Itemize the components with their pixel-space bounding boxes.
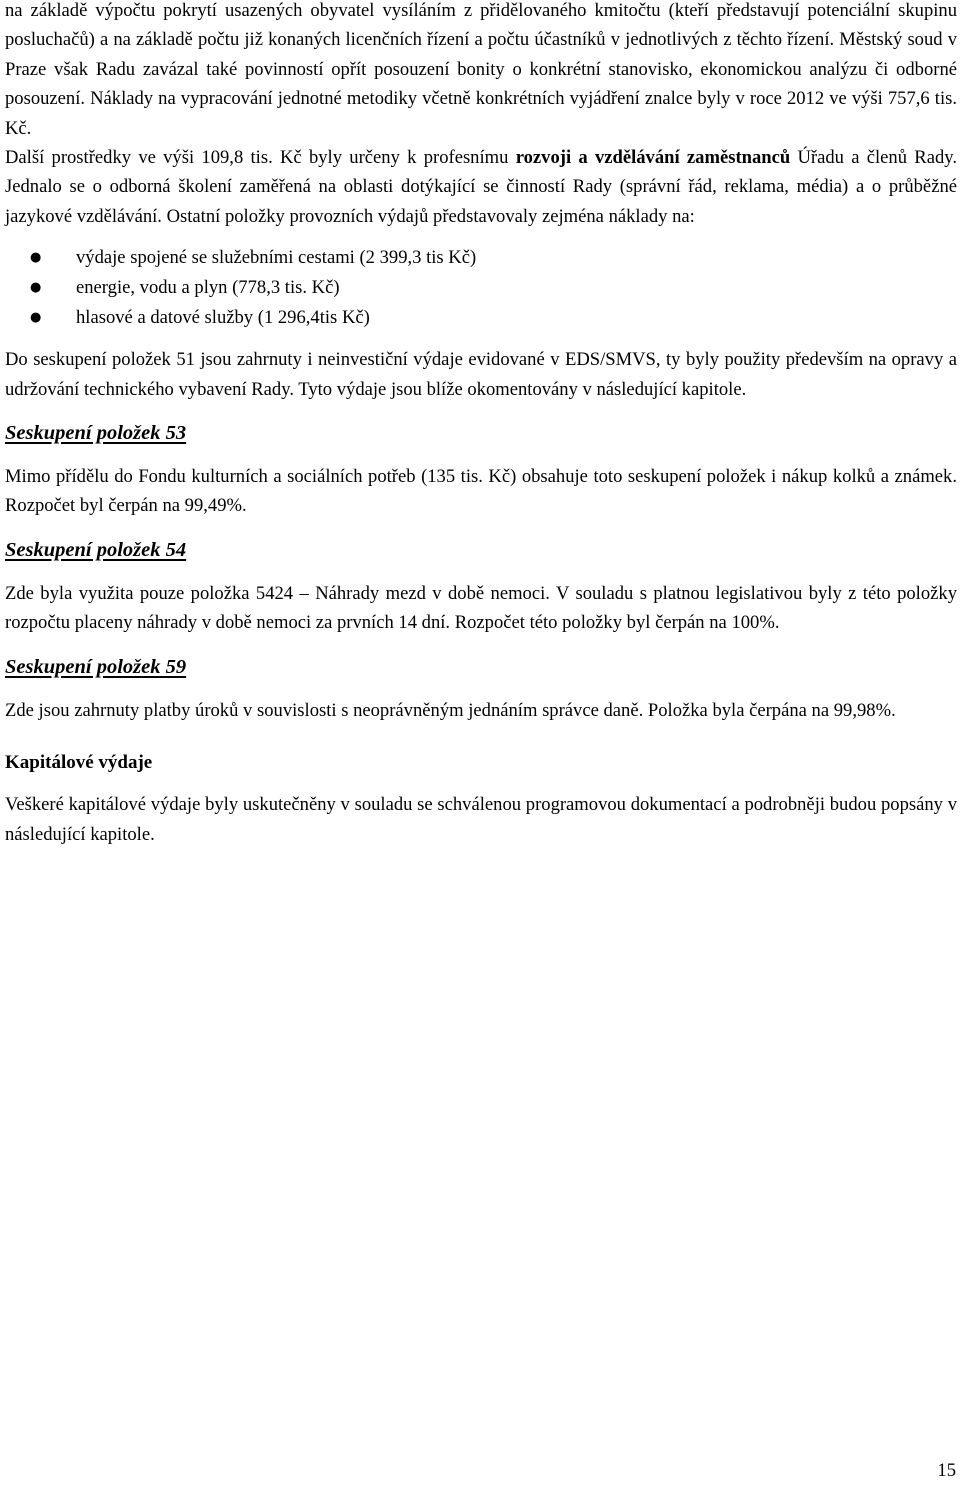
section-heading-59: Seskupení položek 59 <box>5 655 187 678</box>
paragraph-development-text-2: Úřadu a členů Rady. Jednalo se o odborná školení zaměřená na oblasti dotýkající se činností Rady (správní řád, reklama, média) a o průběžné jazykové vzdělávání. Ostatní položky provozních výdajů představovaly zejména náklady na: <box>5 147 957 227</box>
section-text-54: Zde byla využita pouze položka 5424 – Náhrady mezd v době nemoci. V souladu s platnou legislativou byly z této položky rozpočtu placeny náhrady v době nemoci za prvních 14 dní. Rozpočet této položky byl čerpán na 100%. <box>5 582 957 634</box>
section-text-53: Mimo přídělu do Fondu kulturních a sociálních potřeb (135 tis. Kč) obsahuje toto seskupení položek i nákup kolků a známek. Rozpočet byl čerpán na 99,49%. <box>5 466 957 517</box>
paragraph-development-bold: rozvoji a vzdělávání zaměstnanců <box>515 147 791 169</box>
paragraph-development <box>5 143 957 231</box>
capital-expenses-text: Veškeré kapitálové výdaje byly uskutečněny v souladu se schválenou programovou dokumentací a podrobněji budou popsány v následující kapitole. <box>5 794 957 845</box>
document-page <box>5 0 957 849</box>
paragraph-development-text-1: Další prostředky ve výši 109,8 tis. Kč byly určeny k profesnímu <box>5 147 516 169</box>
bullet-item: ● výdaje spojené se služebními cestami (2 399,3 tis Kč) <box>5 243 957 273</box>
section-text-59: Zde jsou zahrnuty platby úroků v souvislosti s neoprávněným jednáním správce daně. Položka byla čerpána na 99,98%. <box>5 699 896 721</box>
section-heading-53: Seskupení položek 53 <box>5 422 187 445</box>
paragraph-group-51: Do seskupení položek 51 jsou zahrnuty i neinvestiční výdaje evidované v EDS/SMVS, ty byly použity především na opravy a udržování technického vybavení Rady. Tyto výdaje jsou blíže okomentovány v následující kapitole. <box>5 349 957 400</box>
section-heading-54: Seskupení položek 54 <box>5 538 187 561</box>
bullet-item: ● hlasové a datové služby (1 296,4tis Kč) <box>5 303 957 333</box>
page-number: 15 <box>937 1460 956 1481</box>
bullet-item: ● energie, vodu a plyn (778,3 tis. Kč) <box>5 273 957 303</box>
capital-expenses-heading: Kapitálové výdaje <box>5 752 153 774</box>
expense-bullet-list <box>5 243 957 333</box>
paragraph-intro: na základě výpočtu pokrytí usazených obyvatel vysíláním z přidělovaného kmitočtu (kteří představují potenciální skupinu posluchačů) a na základě počtu již konaných licenčních řízení a počtu účastníků v jednotlivých z těchto řízení. Městský soud v Praze však Radu zavázal také povinností opřít posouzení bonity o konkrétní stanovisko, ekonomickou analýzu či odborné posouzení. Náklady na vypracování jednotné metodiky včetně konkrétních vyjádření znalce byly v roce 2012 ve výši 757,6 tis. Kč. <box>5 0 957 139</box>
